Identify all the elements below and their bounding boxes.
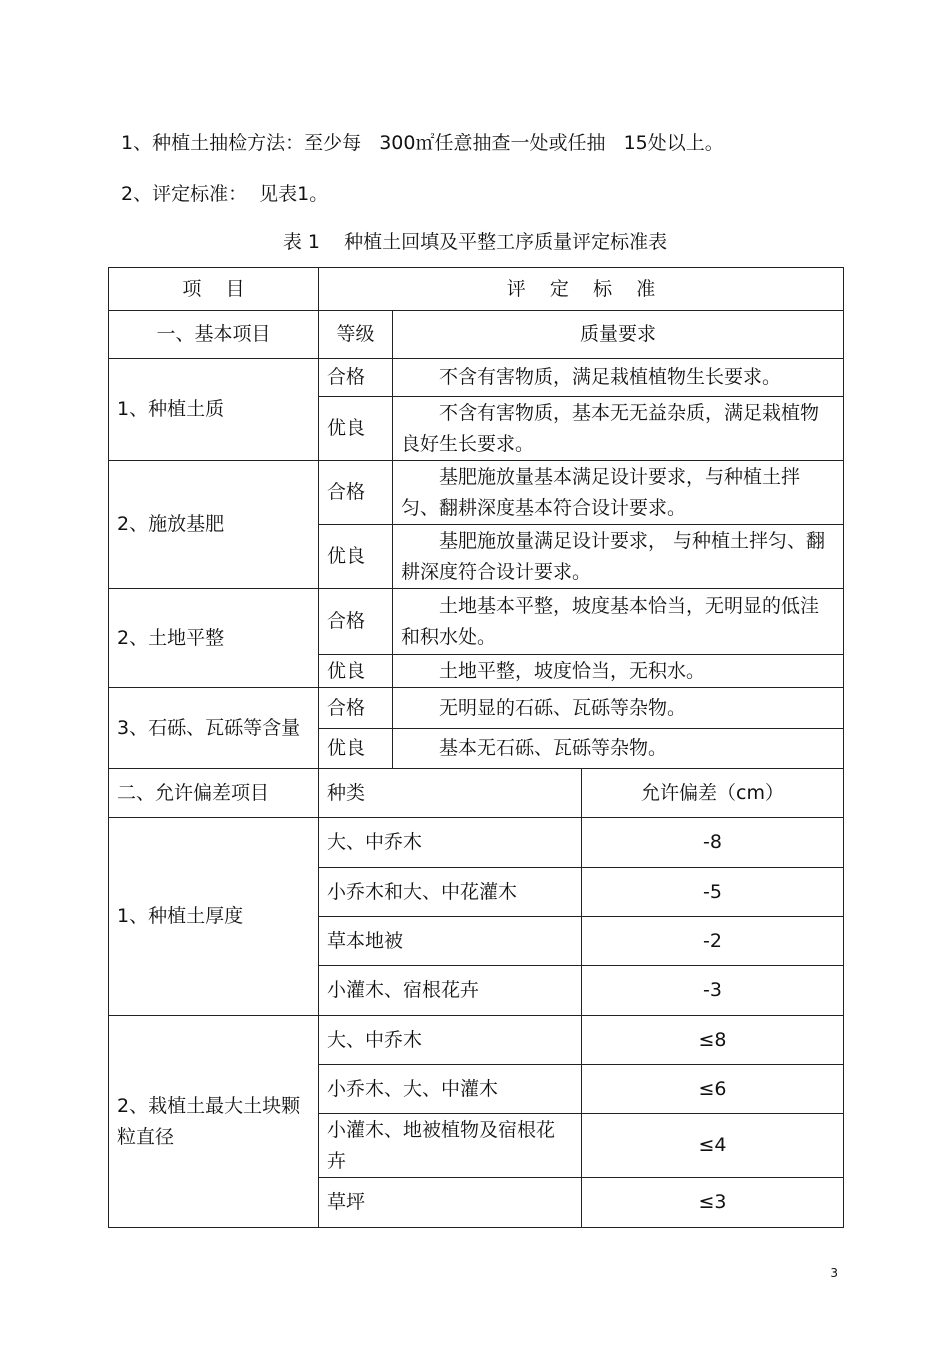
- section1-header-row: [109, 311, 844, 359]
- table-row: [109, 589, 844, 655]
- type-cell: 小灌木、地被植物及宿根花卉: [319, 1114, 582, 1178]
- requirement-text: 不含有害物质，满足栽植植物生长要求。: [393, 359, 844, 397]
- section2-header-row: [109, 769, 844, 818]
- header-item: 项 目: [109, 268, 319, 311]
- row-item-name: 2、施放基肥: [109, 461, 319, 589]
- group-name: 2、栽植土最大土块颗粒直径: [109, 1016, 319, 1228]
- table-row: [109, 818, 844, 868]
- type-cell: 小乔木、大、中灌木: [319, 1065, 582, 1114]
- intro-paragraph-sampling: 1、种植土抽检方法：至少每 300㎡任意抽查一处或任抽 15处以上。: [121, 132, 724, 154]
- table-header-row: [109, 268, 844, 311]
- grade-label: 优良: [319, 397, 393, 461]
- type-cell: 小乔木和大、中花灌木: [319, 868, 582, 917]
- requirement-text: 土地平整，坡度恰当，无积水。: [393, 655, 844, 688]
- grade-label: 合格: [319, 688, 393, 729]
- table-row: [109, 688, 844, 729]
- requirement-column-head: 质量要求: [393, 311, 844, 359]
- type-cell: 大、中乔木: [319, 818, 582, 868]
- grade-label: 优良: [319, 655, 393, 688]
- deviation-value: -8: [582, 818, 844, 868]
- row-item-name: 2、土地平整: [109, 589, 319, 688]
- deviation-value: ≤4: [582, 1114, 844, 1178]
- deviation-value: ≤3: [582, 1178, 844, 1228]
- row-item-name: 1、种植土质: [109, 359, 319, 461]
- grade-label: 合格: [319, 359, 393, 397]
- section1-title: 一、基本项目: [109, 311, 319, 359]
- requirement-text: 基肥施放量基本满足设计要求，与种植土拌匀、翻耕深度基本符合设计要求。: [393, 461, 844, 525]
- deviation-value: ≤6: [582, 1065, 844, 1114]
- table-row: [109, 359, 844, 397]
- type-cell: 草坪: [319, 1178, 582, 1228]
- type-cell: 小灌木、宿根花卉: [319, 966, 582, 1016]
- grade-label: 合格: [319, 461, 393, 525]
- table-row: [109, 461, 844, 525]
- quality-standard-table: [108, 267, 844, 1228]
- table-row: [109, 1016, 844, 1065]
- deviation-value: -2: [582, 917, 844, 966]
- header-standard: 评 定 标 准: [319, 268, 844, 311]
- deviation-value: ≤8: [582, 1016, 844, 1065]
- grade-label: 优良: [319, 525, 393, 589]
- grade-label: 合格: [319, 589, 393, 655]
- deviation-value: -3: [582, 966, 844, 1016]
- intro-paragraph-standard: 2、评定标准： 见表1。: [121, 183, 329, 205]
- type-cell: 草本地被: [319, 917, 582, 966]
- requirement-text: 基肥施放量满足设计要求， 与种植土拌匀、翻耕深度符合设计要求。: [393, 525, 844, 589]
- deviation-column-head: 允许偏差（cm）: [582, 769, 844, 818]
- group-name: 1、种植土厚度: [109, 818, 319, 1016]
- row-item-name: 3、石砾、瓦砾等含量: [109, 688, 319, 769]
- deviation-value: -5: [582, 868, 844, 917]
- requirement-text: 无明显的石砾、瓦砾等杂物。: [393, 688, 844, 729]
- grade-column-head: 等级: [319, 311, 393, 359]
- page-number: 3: [830, 1266, 838, 1280]
- section2-title: 二、允许偏差项目: [109, 769, 319, 818]
- table-caption: 表 1 种植土回填及平整工序质量评定标准表: [282, 231, 668, 253]
- requirement-text: 土地基本平整，坡度基本恰当，无明显的低洼和积水处。: [393, 589, 844, 655]
- requirement-text: 不含有害物质，基本无无益杂质，满足栽植物良好生长要求。: [393, 397, 844, 461]
- type-column-head: 种类: [319, 769, 582, 818]
- requirement-text: 基本无石砾、瓦砾等杂物。: [393, 729, 844, 769]
- type-cell: 大、中乔木: [319, 1016, 582, 1065]
- grade-label: 优良: [319, 729, 393, 769]
